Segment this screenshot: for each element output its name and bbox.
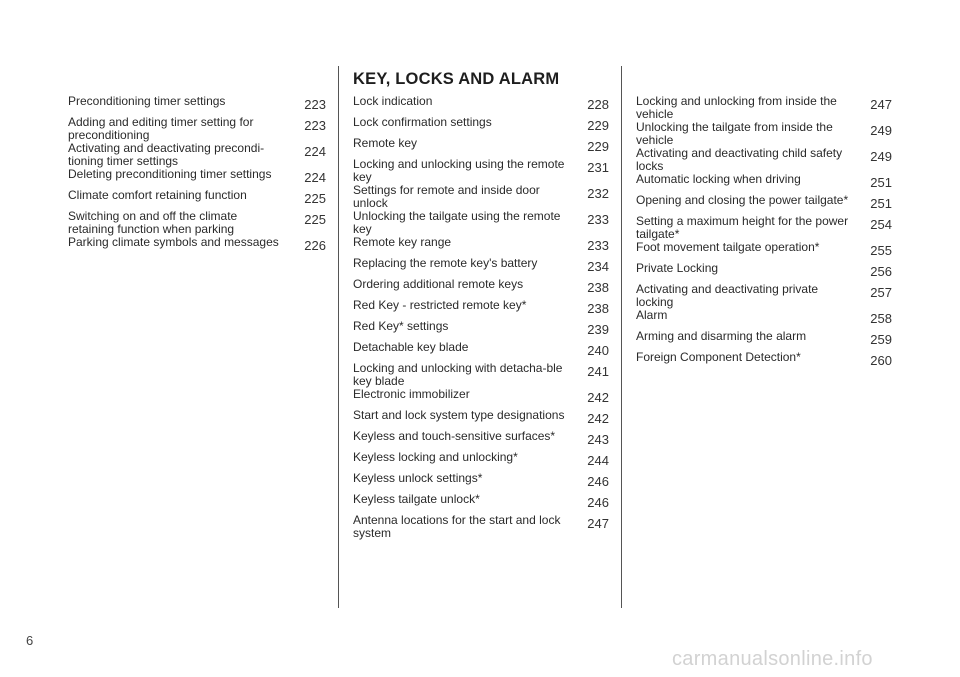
toc-entry-title: Lock confirmation settings [353, 115, 492, 129]
toc-entry-page: 229 [587, 118, 609, 133]
watermark: carmanualsonline.info [672, 648, 873, 670]
toc-entry-page: 239 [587, 322, 609, 337]
toc-entry-page: 246 [587, 474, 609, 489]
toc-entry-title: Foreign Component Detection* [636, 350, 801, 364]
toc-entry[interactable] [353, 430, 609, 451]
toc-entry[interactable] [68, 142, 326, 168]
toc-entry-page: 254 [870, 217, 892, 232]
toc-entry-page: 232 [587, 186, 609, 201]
toc-entry-title: Ordering additional remote keys [353, 277, 524, 291]
toc-entry-title: Locking and unlocking from inside the vehicle [636, 94, 837, 121]
toc-entry-title: Keyless and touch-sensitive surfaces* [353, 429, 556, 443]
toc-entry-page: 228 [587, 97, 609, 112]
toc-entry[interactable] [636, 351, 892, 372]
toc-entry-title: Activating and deactivating precondi-tioning timer settings [68, 141, 265, 168]
toc-entry-title: Locking and unlocking using the remote key [353, 157, 565, 184]
toc-list [68, 95, 326, 257]
toc-entry[interactable] [353, 409, 609, 430]
toc-entry-title: Keyless unlock settings* [353, 471, 483, 485]
toc-entry[interactable] [68, 95, 326, 116]
toc-entry-title: Start and lock system type designations [353, 408, 565, 422]
toc-entry-page: 241 [587, 364, 609, 379]
toc-entry-title: Alarm [636, 308, 668, 322]
toc-entry[interactable] [353, 388, 609, 409]
toc-entry-page: 225 [304, 191, 326, 206]
toc-entry[interactable] [353, 472, 609, 493]
toc-entry-page: 238 [587, 280, 609, 295]
toc-entry-page: 260 [870, 353, 892, 368]
toc-entry-page: 224 [304, 144, 326, 159]
toc-entry[interactable] [636, 121, 892, 147]
toc-entry[interactable] [353, 341, 609, 362]
toc-entry[interactable] [68, 189, 326, 210]
toc-entry-title: Adding and editing timer setting for preconditioning [68, 115, 254, 142]
toc-entry-page: 258 [870, 311, 892, 326]
toc-entry-title: Private Locking [636, 261, 719, 275]
toc-entry-page: 242 [587, 390, 609, 405]
toc-entry[interactable] [353, 451, 609, 472]
toc-entry[interactable] [353, 236, 609, 257]
toc-entry-page: 246 [587, 495, 609, 510]
toc-entry[interactable] [636, 95, 892, 121]
toc-entry-title: Foot movement tailgate operation* [636, 240, 820, 254]
toc-entry[interactable] [636, 283, 892, 309]
toc-entry-title: Activating and deactivating private locking [636, 282, 819, 309]
toc-entry-page: 257 [870, 285, 892, 300]
toc-entry-page: 256 [870, 264, 892, 279]
toc-entry-page: 251 [870, 175, 892, 190]
toc-entry-page: 249 [870, 123, 892, 138]
toc-entry-title: Lock indication [353, 94, 433, 108]
toc-entry-page: 231 [587, 160, 609, 175]
toc-entry-title: Opening and closing the power tailgate* [636, 193, 849, 207]
toc-entry-title: Detachable key blade [353, 340, 469, 354]
toc-entry-page: 251 [870, 196, 892, 211]
toc-entry-title: Automatic locking when driving [636, 172, 801, 186]
toc-entry[interactable] [636, 215, 892, 241]
toc-list [636, 95, 892, 372]
toc-entry[interactable] [353, 137, 609, 158]
toc-entry-title: Red Key - restricted remote key* [353, 298, 527, 312]
toc-entry[interactable] [353, 362, 609, 388]
toc-entry[interactable] [636, 330, 892, 351]
toc-entry[interactable] [636, 309, 892, 330]
toc-entry-page: 223 [304, 118, 326, 133]
toc-entry[interactable] [353, 116, 609, 137]
toc-list [353, 95, 609, 540]
toc-entry-title: Remote key [353, 136, 418, 150]
toc-entry[interactable] [353, 95, 609, 116]
toc-entry-title: Remote key range [353, 235, 452, 249]
toc-entry-page: 240 [587, 343, 609, 358]
toc-entry-page: 249 [870, 149, 892, 164]
toc-entry[interactable] [353, 299, 609, 320]
toc-entry[interactable] [353, 158, 609, 184]
toc-entry-title: Deleting preconditioning timer settings [68, 167, 272, 181]
toc-entry[interactable] [68, 236, 326, 257]
toc-entry[interactable] [68, 168, 326, 189]
toc-entry-page: 233 [587, 212, 609, 227]
toc-entry-title: Unlocking the tailgate using the remote key [353, 209, 561, 236]
toc-entry-title: Keyless tailgate unlock* [353, 492, 480, 506]
toc-entry-page: 225 [304, 212, 326, 227]
toc-entry-title: Setting a maximum height for the power tailgate* [636, 214, 849, 241]
toc-entry-page: 243 [587, 432, 609, 447]
toc-entry[interactable] [68, 116, 326, 142]
toc-entry[interactable] [636, 194, 892, 215]
toc-entry-page: 233 [587, 238, 609, 253]
page-number: 6 [26, 633, 34, 648]
toc-entry[interactable] [353, 257, 609, 278]
toc-entry-title: Replacing the remote key's battery [353, 256, 538, 270]
toc-entry-page: 229 [587, 139, 609, 154]
toc-entry[interactable] [353, 493, 609, 514]
toc-entry-title: Preconditioning timer settings [68, 94, 226, 108]
toc-entry-page: 255 [870, 243, 892, 258]
toc-entry-page: 226 [304, 238, 326, 253]
toc-entry[interactable] [353, 514, 609, 540]
column-divider [621, 66, 622, 608]
toc-entry-page: 238 [587, 301, 609, 316]
toc-entry-title: Settings for remote and inside door unlock [353, 183, 540, 210]
toc-entry-title: Arming and disarming the alarm [636, 329, 807, 343]
toc-entry-page: 247 [870, 97, 892, 112]
toc-entry[interactable] [68, 210, 326, 236]
toc-entry-page: 224 [304, 170, 326, 185]
toc-entry[interactable] [353, 320, 609, 341]
toc-entry[interactable] [636, 262, 892, 283]
toc-entry-title: Parking climate symbols and messages [68, 235, 279, 249]
column-divider [338, 66, 339, 608]
toc-entry-title: Electronic immobilizer [353, 387, 470, 401]
toc-entry-page: 247 [587, 516, 609, 531]
toc-entry[interactable] [636, 241, 892, 262]
toc-entry-page: 242 [587, 411, 609, 426]
toc-entry-title: Unlocking the tailgate from inside the vehicle [636, 120, 833, 147]
toc-entry-title: Switching on and off the climate retaining function when parking [68, 209, 238, 236]
toc-entry-page: 234 [587, 259, 609, 274]
toc-entry-title: Red Key* settings [353, 319, 449, 333]
toc-entry[interactable] [353, 184, 609, 210]
toc-entry-title: Locking and unlocking with detacha-ble key blade [353, 361, 563, 388]
section-heading: KEY, LOCKS AND ALARM [353, 70, 560, 88]
toc-entry[interactable] [353, 278, 609, 299]
toc-entry[interactable] [353, 210, 609, 236]
toc-entry[interactable] [636, 173, 892, 194]
toc-entry-title: Keyless locking and unlocking* [353, 450, 518, 464]
toc-entry-title: Antenna locations for the start and lock system [353, 513, 561, 540]
toc-entry-page: 223 [304, 97, 326, 112]
toc-entry-title: Activating and deactivating child safety locks [636, 146, 843, 173]
toc-entry-title: Climate comfort retaining function [68, 188, 247, 202]
toc-entry-page: 244 [587, 453, 609, 468]
toc-entry[interactable] [636, 147, 892, 173]
toc-entry-page: 259 [870, 332, 892, 347]
